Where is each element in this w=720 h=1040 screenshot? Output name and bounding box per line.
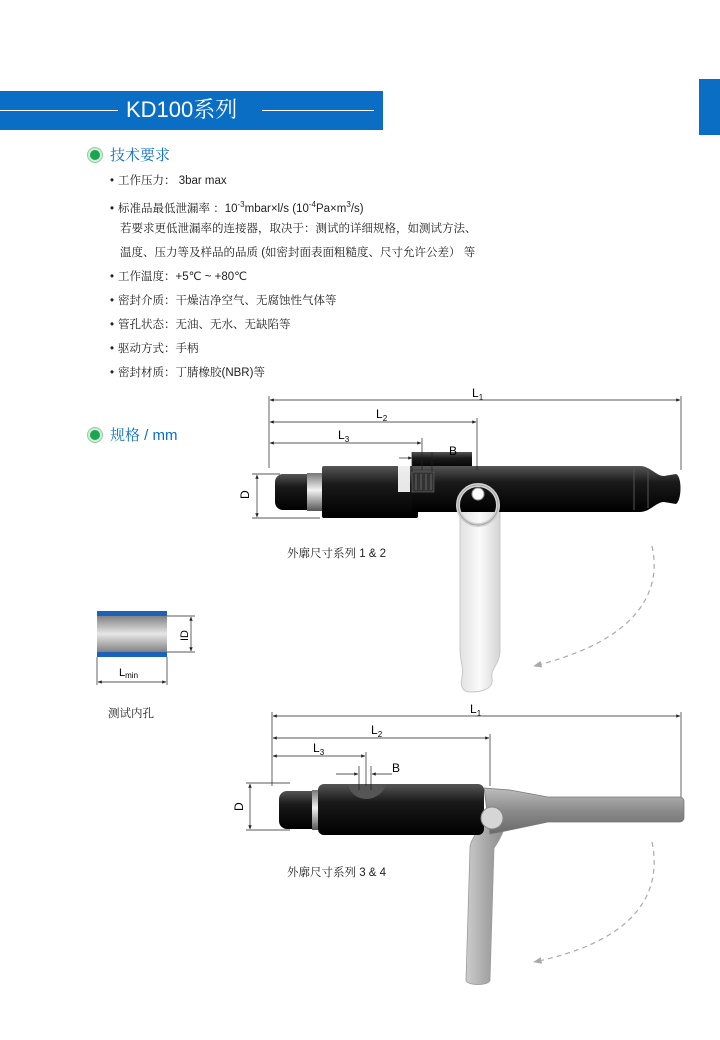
spec-heading-label: 规格 / mm bbox=[110, 427, 178, 444]
dim-l1: $L_1$ bbox=[470, 702, 482, 718]
caption-test-bore: 测试内孔 bbox=[108, 708, 154, 720]
series-title: KD100系列 bbox=[126, 97, 238, 122]
req-pipe-state: • 管孔状态：无油、无水、无缺陷等 bbox=[110, 319, 291, 331]
dim-lmin: Lmin bbox=[119, 667, 139, 680]
dim-l3: $L_3$ bbox=[313, 741, 325, 757]
requirements-heading-label: 技术要求 bbox=[110, 147, 171, 164]
dim-l2: $L_2$ bbox=[371, 723, 383, 739]
dim-l2: $L_2$ bbox=[376, 407, 388, 423]
dim-b: B bbox=[449, 444, 458, 458]
dim-d: D bbox=[232, 802, 246, 811]
req-leak-note-2: 温度、压力等及样品的品质 (如密封面表面粗糙度、尺寸允许公差） 等 bbox=[120, 247, 476, 259]
req-seal-medium: • 密封介质：干燥洁净空气、无腐蚀性气体等 bbox=[110, 295, 337, 307]
dim-id: ID bbox=[179, 630, 191, 641]
caption-series-3-4: 外廓尺寸系列 3 & 4 bbox=[287, 867, 387, 879]
caption-series-1-2: 外廓尺寸系列 1 & 2 bbox=[287, 548, 387, 560]
drawing-series-1-2 bbox=[238, 386, 681, 692]
dim-b: B bbox=[392, 761, 401, 775]
dim-l3: $L_3$ bbox=[338, 428, 350, 444]
req-work-temp: • 工作温度：+5℃ ~ +80℃ bbox=[110, 271, 248, 283]
test-bore-detail bbox=[97, 611, 195, 685]
req-drive-mode: • 驱动方式：手柄 bbox=[110, 343, 199, 355]
req-seal-material: • 密封材质：丁腈橡胶(NBR)等 bbox=[110, 367, 265, 379]
req-leak-rate: • 标准品最低泄漏率 ：$10^{-3}mbar\times l/s$ $(10^{-4}Pa\times m^3/s)$ bbox=[110, 200, 364, 215]
req-work-pressure: • 工作压力： 3bar max bbox=[110, 175, 227, 187]
dim-d: D bbox=[238, 490, 252, 499]
drawing-series-3-4 bbox=[232, 702, 684, 985]
req-leak-note-1: 若要求更低泄漏率的连接器，取决于：测试的详细规格，如测试方法、 bbox=[120, 223, 477, 235]
dim-l1: $L_1$ bbox=[472, 386, 484, 402]
